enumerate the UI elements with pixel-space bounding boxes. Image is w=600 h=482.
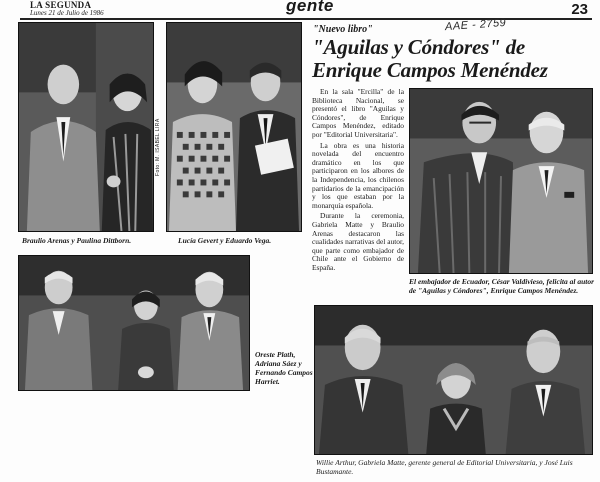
caption-photo4: El embajador de Ecuador, César Valdivieso, felicita al autor de "Aguilas y Cóndores", Enrique Campos Menéndez. bbox=[409, 277, 595, 295]
photo-gevert-vega bbox=[166, 22, 302, 232]
header-rule bbox=[20, 18, 592, 20]
article-paragraph: Durante la ceremonia, Gabriela Matte y Braulio Arenas destacaron las cualidades narrativas del autor, que parte como embajador de Chile ante el Gobierno de España. bbox=[312, 211, 404, 272]
handwritten-archive-note: AAE - 2759 bbox=[444, 16, 507, 34]
article-kicker: "Nuevo libro" bbox=[313, 24, 373, 35]
caption-photo5: Willie Arthur, Gabriela Matte, gerente general de Editorial Universitaria, y José Luis Bustamante. bbox=[316, 458, 573, 476]
photo-arthur-matte-bustamante bbox=[314, 305, 593, 455]
article-headline: "Aguilas y Cóndores" de Enrique Campos Menéndez bbox=[312, 35, 548, 82]
photo-valdivieso-campos bbox=[409, 88, 593, 274]
article-paragraph: En la sala "Ercilla" de la Biblioteca Nacional, se presentó el libro "Aguilas y Cóndores", de Enrique Campos Menéndez, editado por "Editorial Universitaria". bbox=[312, 87, 404, 139]
article-body bbox=[312, 88, 404, 274]
caption-photo3: Oreste Plath, Adriana Sáez y Fernando Campos Harriet. bbox=[255, 350, 313, 386]
photo-plath-saez-campos bbox=[18, 255, 250, 391]
photo-credit: Foto: M. ISABEL LIRA bbox=[155, 118, 161, 176]
issue-date: Lunes 21 de Julio de 1986 bbox=[30, 9, 104, 17]
photo-arenas-dittborn bbox=[18, 22, 154, 232]
newspaper-masthead: LA SEGUNDA bbox=[30, 0, 92, 10]
caption-photo1: Braulio Arenas y Paulina Dittborn. bbox=[22, 236, 132, 245]
section-title: gente bbox=[286, 0, 334, 15]
article-paragraph: La obra es una historia novelada del encuentro dramático en los que participaron en los albores de la Independencia, los chilenos partidarios de la emancipación y los que estaban por la monarquía española. bbox=[312, 140, 404, 210]
caption-photo2: Lucía Gevert y Eduardo Vega. bbox=[178, 236, 272, 245]
page-number: 23 bbox=[571, 1, 588, 18]
